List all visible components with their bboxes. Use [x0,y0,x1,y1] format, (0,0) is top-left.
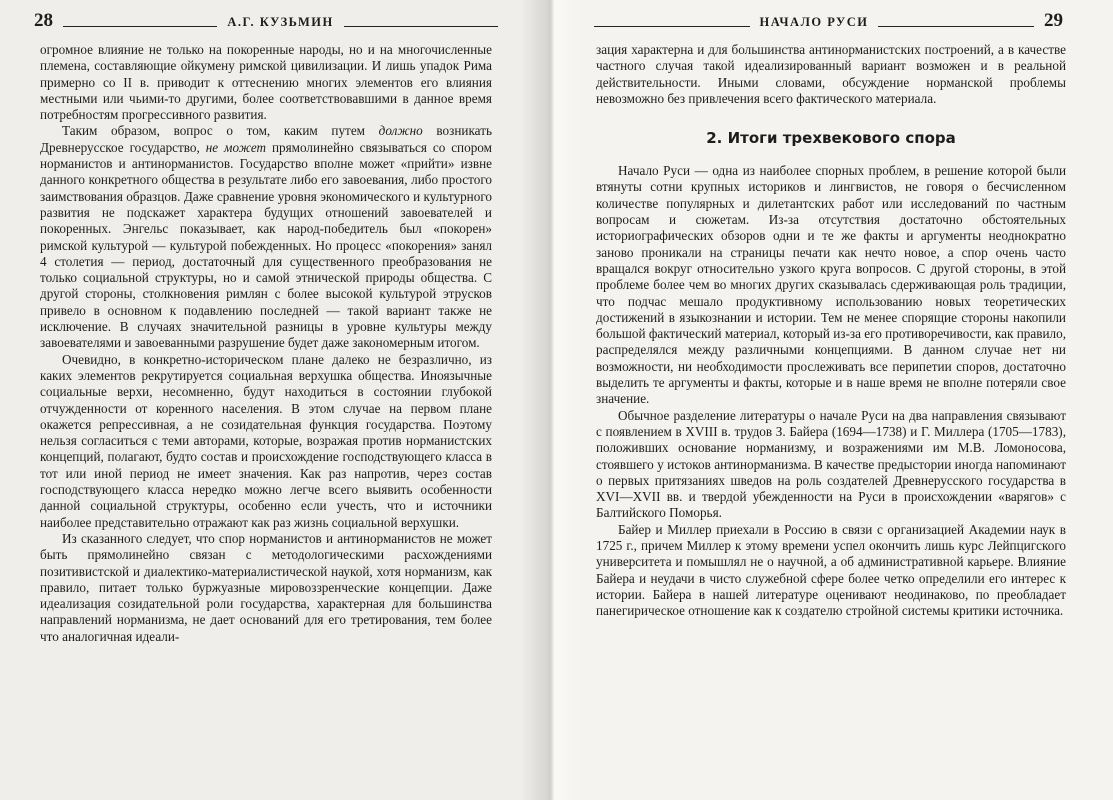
right-paragraph-3: Обычное разделение литературы о начале Руси на два направления связывают с появлением в XVIII в. трудов З. Байера (1694—1738) и Г. Миллера (1705—1783), положивших основание норманизму, и возражениями им М.В. Ломоносова, стоявшего у истоков антинорманизма. В качестве предыстории иногда напоминают о первых притязаниях шведов на роль создателей Древнерусского государства в XVI—XVII вв. и твердой убежденности на Руси в происхождении «варягов» с Балтийского Поморья. [596,407,1066,521]
right-running-head [594,8,1063,30]
right-page-text [596,42,1066,620]
left-head-rule [63,26,217,27]
left-paragraph-2 [40,123,492,351]
left-p2-italic-should: должно [378,123,423,139]
left-running-head [34,8,498,30]
right-page [548,0,1113,800]
left-p2-part-e: прямолинейно связываться со спором норманистов и антинорманистов. Государство вполне может «прийти» извне данного конкретного общества в результате либо его завоевания, либо простого заимствования образцов. Даже сравнение уровня экономического и культурного развития не подскажет характера будущих отношений завоевателей и покоренных. Энгельс показывает, как народ-победитель был «покорен» римской культурой — культурой побежденных. Но процесс «покорения» занял 4 столетия — период, достаточный для существенного преобразования не только социальной структуры, но и самой этнической природы общества. С другой стороны, столкновения римлян с более высокой культурой этрусков привело в основном к подавлению последней — такой вариант также не исключение. В случаях значительной разницы в уровне культуры между завоевателями и завоеванными разрушение будет даже закономерным итогом. [40,139,492,351]
right-running-title: НАЧАЛО РУСИ [759,14,869,29]
right-head-rule-2 [878,26,1034,27]
left-page [0,0,548,800]
section-heading: 2. Итоги трехвекового спора [706,129,956,148]
left-paragraph-3: Очевидно, в конкретно-историческом плане далеко не безразлично, из каких элементов рекрутируется социальная верхушка общества. Иноязычные социальные верхи, несомненно, будут находиться в состоянии глубокой отчужденности от коренного населения. В этом случае на первом плане окажется репрессивная, а не созидательная функция государства. Поэтому нельзя согласиться с теми авторами, которые, возражая против норманистских концепций, полагают, будто состав и происхождение господствующего класса в тот или иной период не имеет значения. Как раз напротив, через состав господствующего класса нередко можно легче всего выявить особенности данной социальной структуры, особенно если учесть, что и источники наиболее представительно отражают как раз жизнь социальной верхушки. [40,351,492,530]
left-paragraph-1: огромное влияние не только на покоренные народы, но и на многочисленные племена, составляющие ойкумену римской цивилизации. И лишь упадок Рима примерно со II в. приводит к оттеснению многих элементов его влияния местными или чьими-то другими, более соответствовавшими в данное время потребностям прогрессивного развития. [40,42,492,123]
left-running-title: А.Г. КУЗЬМИН [227,14,334,29]
left-p2-part-a: Таким образом, вопрос о том, каким путем [62,123,379,139]
left-page-text [40,42,492,645]
left-p2-italic-cannot: не может [205,139,267,155]
left-page-number: 28 [34,10,53,31]
left-paragraph-4: Из сказанного следует, что спор норманистов и антинорманистов не может быть прямолинейно связан с методологическими расхождениями позитивистской и диалектико-материалистической наукой, хотя норманизм, как правило, питает только буржуазные мировоззренческие концепции. Даже идеализация созидательной роли государства, характерная для большинства направлений норманизма, не дает оснований для его третирования, тем более что аналогичная идеали- [40,530,492,644]
left-p2-part-c: возникать Древнерусское государство, [40,123,492,155]
right-paragraph-2: Начало Руси — одна из наиболее спорных проблем, в решение которой были втянуты сотни крупных историков и лингвистов, не говоря о бесчисленном количестве популярных и дилетантских работ или исследований по частным вопросам и сюжетам. Из-за отсутствия достаточно обстоятельных историографических обзоров одни и те же факты и аргументы неоднократно заново проникали на страницы печати как нечто новое, а спор очень часто вращался вокруг относительно узкого круга вопросов. С другой стороны, в этой проблеме более чем во многих других сказывалась сдерживающая роль традиции, что подчас мешало продуктивному использованию новых теоретических достижений в языкознании и истории. Тем не менее спорящие стороны накопили большой фактический материал, который из-за его противоречивости, как правило, распределялся между различными концепциями. В данном случае нет ни возможности, ни необходимости прослеживать все перипетии споров, достаточно выделить те аргументы и факты, которые и в наше время не вполне потеряли свое значение. [596,163,1066,407]
left-head-rule-2 [344,26,498,27]
right-paragraph-4: Байер и Миллер приехали в Россию в связи с организацией Академии наук в 1725 г., причем Миллер к этому времени успел окончить лишь курс Лейпцигского университета и помышлял не о научной, а об административной карьере. Влияние Байера и неудачи в чисто служебной сфере более четко определили его интерес к истории. Байера в нашей литературе оценивают неодинаково, по преобладает панегирическое отношение как к создателю стройной системы критики источника. [596,521,1066,619]
right-page-number: 29 [1044,10,1063,31]
right-head-rule [594,26,750,27]
right-paragraph-1: зация характерна и для большинства антинорманистских построений, а в качестве частного случая такой идеализированный вариант возможен и в реальной действительности. Иными словами, обсуждение норманской проблемы невозможно без привлечения всего фактического материала. [596,42,1066,106]
